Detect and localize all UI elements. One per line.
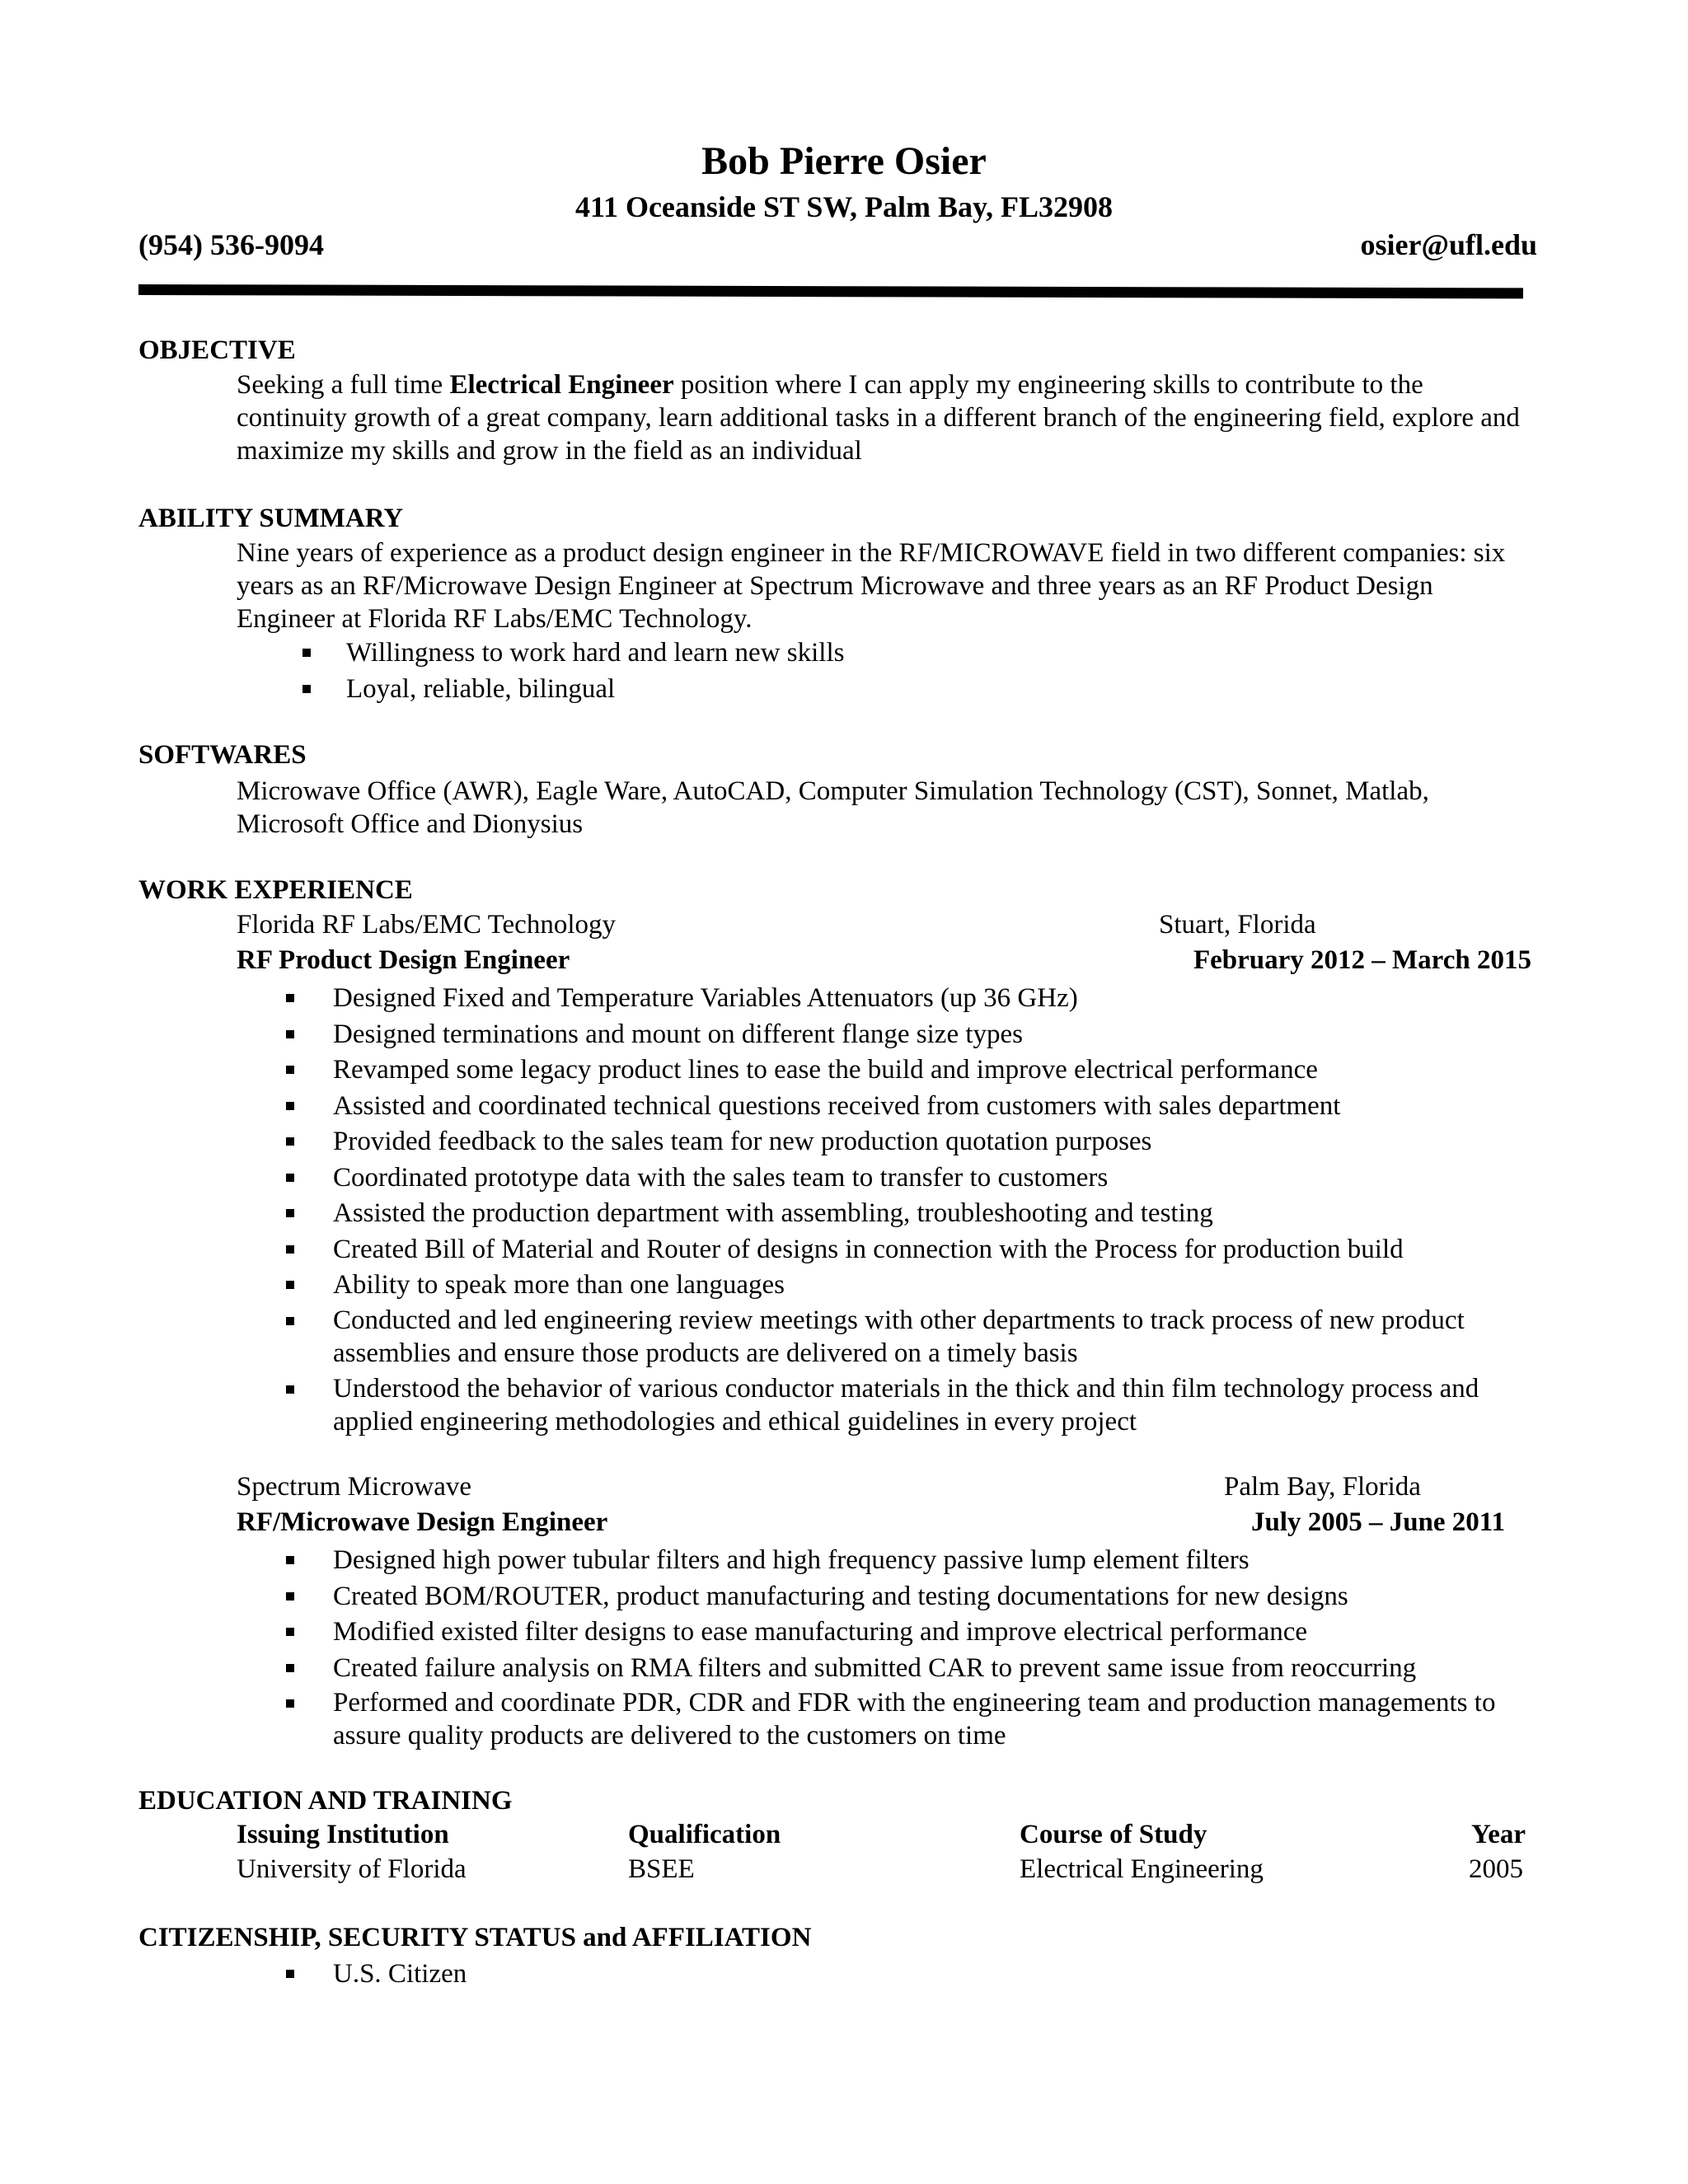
objective-text	[237, 368, 1522, 467]
job-company: Florida RF Labs/EMC Technology	[237, 910, 616, 940]
education-column-header: Year	[1471, 1820, 1526, 1849]
list-item: Created failure analysis on RMA filters and submitted CAR to prevent same issue from reoccurring	[333, 1651, 1528, 1687]
list-item: Coordinated prototype data with the sales team to transfer to customers	[333, 1160, 1528, 1197]
list-item: Designed high power tubular filters and high frequency passive lump element filters	[333, 1543, 1528, 1579]
education-column-header: Course of Study	[1020, 1820, 1207, 1849]
citizenship-list	[333, 1957, 1528, 1993]
job-dates: February 2012 – March 2015	[1193, 945, 1531, 975]
education-cell: University of Florida	[237, 1854, 467, 1884]
address: 411 Oceanside ST SW, Palm Bay, FL32908	[574, 190, 1114, 223]
candidate-name: Bob Pierre Osier	[701, 139, 987, 183]
list-item: Ability to speak more than one languages	[333, 1268, 1528, 1304]
phone-number: (954) 536-9094	[138, 228, 324, 261]
education-cell: BSEE	[628, 1854, 695, 1884]
bullet-icon	[286, 994, 294, 1002]
objective-text-end: position where I can apply my engineering skills to contribute to the continuity growth of a great company, learn additional tasks in a different branch of the engineering field, explore and maximize my skills and grow in the field as an individual	[237, 370, 1520, 466]
bullet-icon	[286, 1174, 294, 1182]
bullet-icon	[286, 1281, 294, 1289]
job-dates: July 2005 – June 2011	[1250, 1507, 1505, 1537]
bullet-icon	[302, 685, 311, 693]
bullet-icon	[286, 1385, 294, 1394]
bullet-icon	[302, 649, 311, 657]
list-item: U.S. Citizen	[333, 1957, 1528, 1993]
ability-summary-text: Nine years of experience as a product design engineer in the RF/MICROWAVE field in two different companies: six years as an RF/Microwave Design Engineer at Spectrum Microwave and three years as an RF Product Design Engineer at Florida RF Labs/EMC Technology.	[237, 538, 1506, 634]
softwares-heading: SOFTWARES	[138, 740, 307, 770]
list-item: Designed Fixed and Temperature Variables Attenuators (up 36 GHz)	[333, 981, 1528, 1017]
list-item: Designed terminations and mount on different flange size types	[333, 1017, 1528, 1053]
bullet-icon	[286, 1664, 294, 1672]
objective-heading: OBJECTIVE	[138, 335, 296, 365]
list-item: Conducted and led engineering review meetings with other departments to track process of new product assemblies and ensure those products are delivered on a timely basis	[333, 1304, 1528, 1373]
objective-role: Electrical Engineer	[449, 370, 674, 400]
bullet-icon	[286, 1317, 294, 1325]
list-item: Modified existed filter designs to ease manufacturing and improve electrical performance	[333, 1615, 1528, 1651]
email-address: osier@ufl.edu	[1360, 228, 1537, 261]
bullet-icon	[286, 1066, 294, 1074]
bullet-icon	[286, 1030, 294, 1038]
education-cell: Electrical Engineering	[1020, 1854, 1264, 1884]
ability-summary-heading: ABILITY SUMMARY	[138, 504, 404, 533]
bullet-icon	[286, 1699, 294, 1708]
job-title: RF Product Design Engineer	[237, 945, 570, 975]
softwares-text: Microwave Office (AWR), Eagle Ware, AutoCAD, Computer Simulation Technology (CST), Sonnet, Matlab, Microsoft Office and Dionysius	[237, 776, 1429, 839]
list-item: Willingness to work hard and learn new skills	[346, 635, 1533, 672]
bullet-icon	[286, 1209, 294, 1217]
bullet-icon	[286, 1628, 294, 1636]
header-divider	[138, 284, 1523, 298]
job-duties-list	[333, 1543, 1528, 1755]
ability-summary-list	[346, 635, 1533, 707]
job-location: Stuart, Florida	[1159, 910, 1316, 940]
job-title: RF/Microwave Design Engineer	[237, 1507, 608, 1537]
bullet-icon	[286, 1102, 294, 1110]
list-item: Created BOM/ROUTER, product manufacturing and testing documentations for new designs	[333, 1579, 1528, 1615]
job-duties-list	[333, 981, 1528, 1441]
list-item: Assisted and coordinated technical questions received from customers with sales department	[333, 1089, 1528, 1125]
list-item: Revamped some legacy product lines to ease the build and improve electrical performance	[333, 1052, 1528, 1089]
education-column-header: Issuing Institution	[237, 1820, 449, 1849]
list-item: Assisted the production department with assembling, troubleshooting and testing	[333, 1196, 1528, 1232]
education-column-header: Qualification	[628, 1820, 781, 1849]
job-location: Palm Bay, Florida	[1224, 1472, 1421, 1502]
education-cell: 2005	[1469, 1854, 1523, 1884]
bullet-icon	[286, 1592, 294, 1601]
list-item: Created Bill of Material and Router of designs in connection with the Process for production build	[333, 1232, 1528, 1268]
list-item: Performed and coordinate PDR, CDR and FDR with the engineering team and production managements to assure quality products are delivered to the customers on time	[333, 1686, 1528, 1755]
list-item: Provided feedback to the sales team for new production quotation purposes	[333, 1124, 1528, 1160]
list-item: Understood the behavior of various conductor materials in the thick and thin film technology process and applied engineering methodologies and ethical guidelines in every project	[333, 1372, 1528, 1441]
bullet-icon	[286, 1970, 294, 1978]
job-company: Spectrum Microwave	[237, 1472, 471, 1502]
bullet-icon	[286, 1556, 294, 1564]
bullet-icon	[286, 1245, 294, 1254]
objective-text-start: Seeking a full time	[237, 370, 450, 400]
education-heading: EDUCATION AND TRAINING	[138, 1786, 513, 1816]
work-experience-heading: WORK EXPERIENCE	[138, 875, 413, 905]
bullet-icon	[286, 1137, 294, 1146]
list-item: Loyal, reliable, bilingual	[346, 672, 1533, 708]
citizenship-heading: CITIZENSHIP, SECURITY STATUS and AFFILIATION	[138, 1923, 812, 1952]
